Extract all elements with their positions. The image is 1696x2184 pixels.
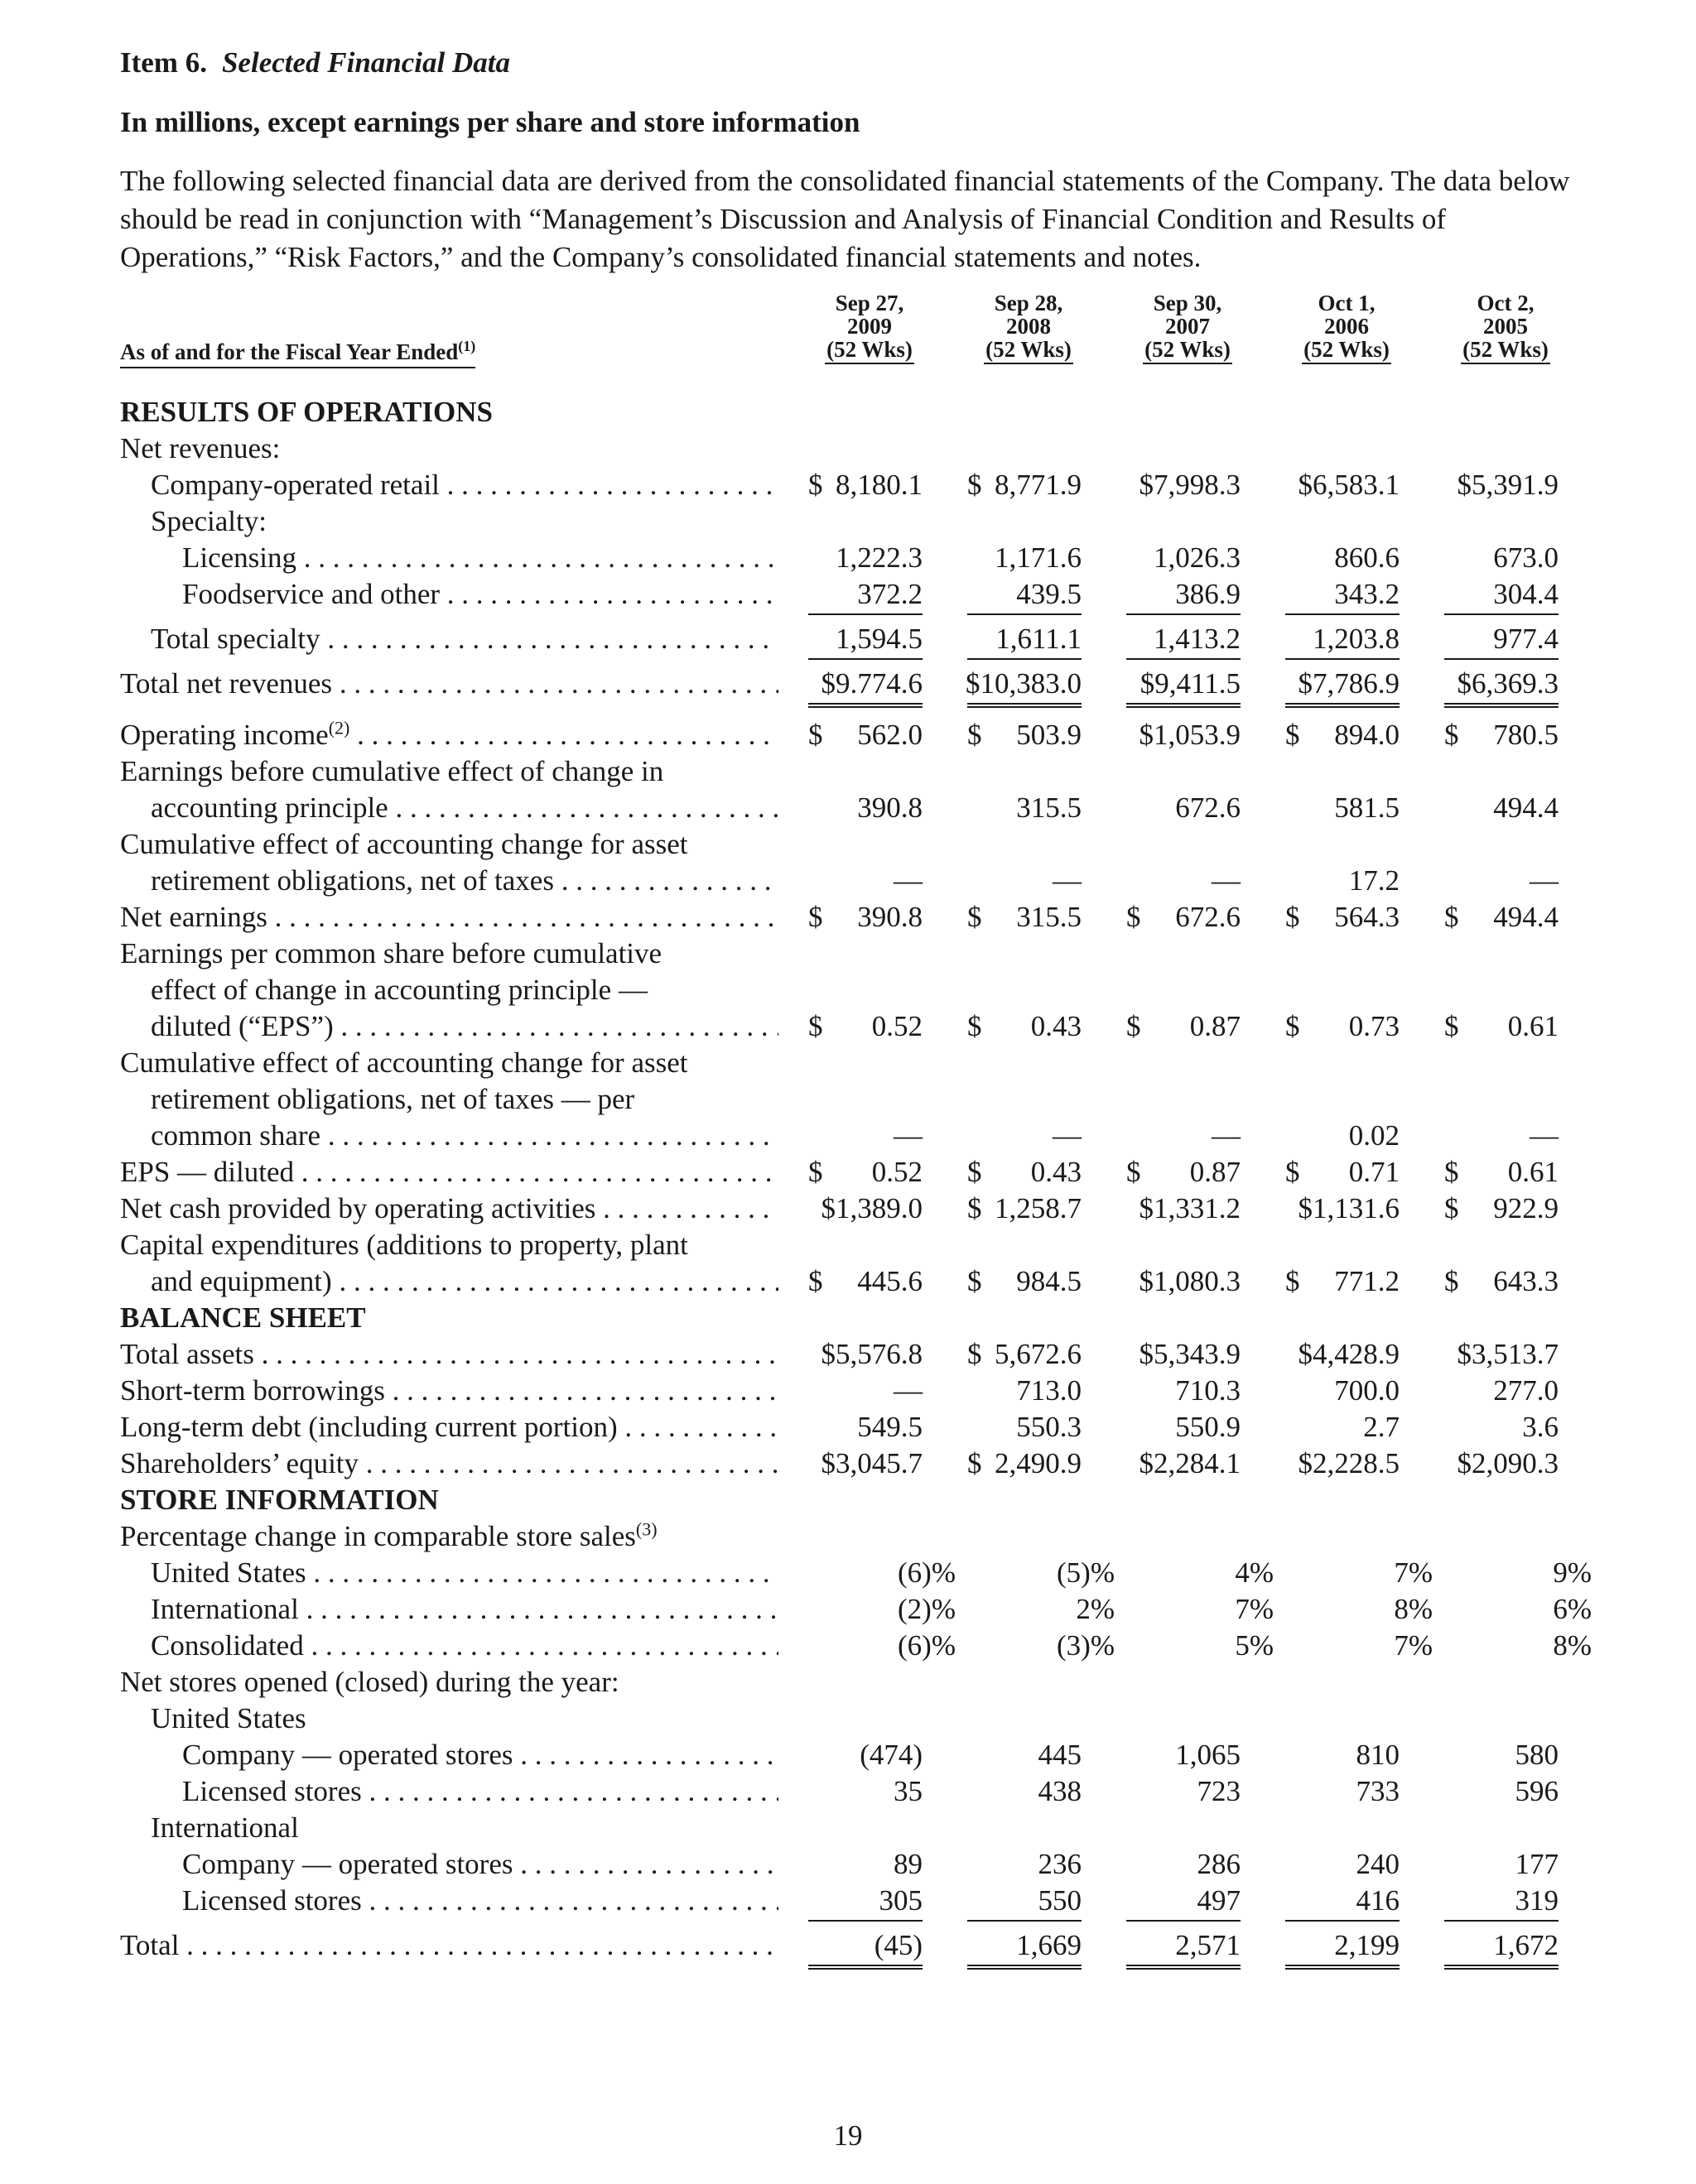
row-label: Company — operated stores . . . bbox=[182, 1848, 778, 1881]
value-cell: $ 0.73 bbox=[1285, 1010, 1400, 1042]
value-cell: 35 bbox=[894, 1775, 923, 1807]
value-cell: 673.0 bbox=[1493, 541, 1559, 574]
item-number: Item 6. bbox=[120, 46, 207, 79]
column-header: Sep 30, 2007 (52 Wks) bbox=[1126, 291, 1249, 364]
row-label: Capital expenditures (additions to property, plant bbox=[120, 1229, 688, 1261]
row-label: EPS — diluted . . . bbox=[120, 1156, 778, 1189]
value-cell: 2.7 bbox=[1363, 1411, 1400, 1443]
value-cell: $ 984.5 bbox=[967, 1265, 1082, 1297]
value-cell: 8% bbox=[1394, 1593, 1433, 1625]
row-label: Licensing . . . bbox=[182, 541, 778, 575]
value-cell: — bbox=[1212, 1119, 1241, 1152]
value-cell: 1,222.3 bbox=[836, 541, 923, 574]
value-cell: $7,786.9 bbox=[1285, 667, 1400, 708]
value-cell: (2)% bbox=[898, 1593, 956, 1625]
table-row bbox=[0, 937, 1696, 973]
row-label: Short-term borrowings . . . bbox=[120, 1374, 778, 1407]
row-label: Licensed stores . . . bbox=[182, 1884, 778, 1917]
value-cell: $ 8,771.9 bbox=[967, 469, 1082, 501]
table-row bbox=[0, 1046, 1696, 1082]
row-label: Net cash provided by operating activities . . . bbox=[120, 1192, 778, 1225]
value-cell: $6,369.3 bbox=[1444, 667, 1559, 708]
table-row bbox=[0, 1848, 1696, 1883]
value-cell: 7% bbox=[1235, 1593, 1274, 1625]
row-label: Earnings before cumulative effect of change in bbox=[120, 755, 664, 787]
value-cell: $ 390.8 bbox=[808, 901, 923, 933]
section-heading bbox=[0, 1301, 1696, 1337]
column-header: Sep 27, 2009 (52 Wks) bbox=[808, 291, 931, 364]
row-label: RESULTS OF OPERATIONS bbox=[120, 396, 493, 428]
value-cell: 445 bbox=[1038, 1739, 1082, 1771]
value-cell: $1,053.9 bbox=[1139, 719, 1241, 751]
value-cell: $5,343.9 bbox=[1139, 1338, 1241, 1370]
value-cell: $2,284.1 bbox=[1139, 1447, 1241, 1479]
value-cell: $10,383.0 bbox=[967, 667, 1082, 708]
table-row bbox=[0, 1666, 1696, 1701]
value-cell: — bbox=[1053, 1119, 1082, 1152]
value-cell: $ 771.2 bbox=[1285, 1265, 1400, 1297]
row-label: United States . . . bbox=[151, 1556, 778, 1590]
value-cell: 713.0 bbox=[1016, 1374, 1082, 1407]
table-row bbox=[0, 1083, 1696, 1118]
table-row bbox=[0, 1593, 1696, 1628]
value-cell: $2,090.3 bbox=[1457, 1447, 1559, 1479]
value-cell: — bbox=[1530, 1119, 1559, 1152]
value-cell: $ 8,180.1 bbox=[808, 469, 923, 501]
row-label: retirement obligations, net of taxes . . . bbox=[151, 864, 778, 897]
value-cell: $ 0.43 bbox=[967, 1010, 1082, 1042]
value-cell: 2% bbox=[1076, 1593, 1115, 1625]
value-cell: 1,026.3 bbox=[1154, 541, 1241, 574]
value-cell: $6,583.1 bbox=[1298, 469, 1400, 501]
value-cell: $ 315.5 bbox=[967, 901, 1082, 933]
value-cell: 89 bbox=[894, 1848, 923, 1880]
table-row bbox=[0, 1156, 1696, 1191]
table-row bbox=[0, 755, 1696, 791]
value-cell: 672.6 bbox=[1175, 791, 1241, 824]
row-label: effect of change in accounting principle — bbox=[151, 974, 648, 1006]
footnote-marker: (2) bbox=[328, 719, 350, 738]
value-cell: — bbox=[1212, 864, 1241, 897]
value-cell: 304.4 bbox=[1444, 578, 1559, 615]
value-cell: 497 bbox=[1126, 1884, 1241, 1922]
table-row bbox=[0, 1447, 1696, 1483]
value-cell: $3,045.7 bbox=[821, 1447, 923, 1479]
row-label: United States bbox=[151, 1702, 306, 1734]
value-cell: (5)% bbox=[1057, 1556, 1115, 1589]
table-row bbox=[0, 541, 1696, 577]
row-label: Specialty: bbox=[151, 505, 267, 537]
row-label: STORE INFORMATION bbox=[120, 1484, 439, 1516]
value-cell: 1,203.8 bbox=[1285, 623, 1400, 660]
row-label: Net earnings . . . bbox=[120, 901, 778, 934]
table-row bbox=[0, 469, 1696, 504]
value-cell: 596 bbox=[1515, 1775, 1559, 1807]
value-cell: $ 894.0 bbox=[1285, 719, 1400, 751]
table-row bbox=[0, 828, 1696, 863]
table-row bbox=[0, 1702, 1696, 1738]
value-cell: 439.5 bbox=[967, 578, 1082, 615]
value-cell: $9.774.6 bbox=[808, 667, 923, 708]
row-label: International bbox=[151, 1811, 299, 1844]
value-cell: $ 672.6 bbox=[1126, 901, 1241, 933]
value-cell: 315.5 bbox=[1016, 791, 1082, 824]
table-row bbox=[0, 623, 1696, 658]
column-header: Oct 1, 2006 (52 Wks) bbox=[1285, 291, 1408, 364]
table-row bbox=[0, 1884, 1696, 1920]
value-cell: 2,199 bbox=[1285, 1929, 1400, 1970]
value-cell: 1,065 bbox=[1175, 1739, 1241, 1771]
value-cell: $ 0.61 bbox=[1444, 1156, 1559, 1188]
value-cell: $ 562.0 bbox=[808, 719, 923, 751]
value-cell: $1,131.6 bbox=[1298, 1192, 1400, 1224]
value-cell: $ 0.43 bbox=[967, 1156, 1082, 1188]
row-label: diluted (“EPS”) . . . bbox=[151, 1010, 778, 1043]
value-cell: 177 bbox=[1515, 1848, 1559, 1880]
value-cell: 550.9 bbox=[1175, 1411, 1241, 1443]
row-label: International . . . bbox=[151, 1593, 778, 1626]
value-cell: $ 5,672.6 bbox=[967, 1338, 1082, 1370]
value-cell: $ 0.87 bbox=[1126, 1156, 1241, 1188]
value-cell: $2,228.5 bbox=[1298, 1447, 1400, 1479]
table-header-label bbox=[120, 338, 475, 368]
value-cell: $3,513.7 bbox=[1457, 1338, 1559, 1370]
value-cell: $ 922.9 bbox=[1444, 1192, 1559, 1224]
row-label: common share . . . bbox=[151, 1119, 778, 1152]
value-cell: $1,389.0 bbox=[821, 1192, 923, 1224]
column-header: Sep 28, 2008 (52 Wks) bbox=[967, 291, 1090, 364]
value-cell: 343.2 bbox=[1285, 578, 1400, 615]
value-cell: 0.02 bbox=[1348, 1119, 1400, 1152]
row-label: accounting principle . . . bbox=[151, 791, 778, 825]
row-label: Cumulative effect of accounting change for asset bbox=[120, 828, 688, 860]
value-cell: 550.3 bbox=[1016, 1411, 1082, 1443]
value-cell: 581.5 bbox=[1334, 791, 1400, 824]
table-row bbox=[0, 1229, 1696, 1264]
value-cell: $5,576.8 bbox=[821, 1338, 923, 1370]
table-row bbox=[0, 1411, 1696, 1446]
table-row bbox=[0, 1265, 1696, 1301]
table-row bbox=[0, 864, 1696, 900]
value-cell: $ 0.52 bbox=[808, 1010, 923, 1042]
value-cell: 305 bbox=[808, 1884, 923, 1922]
value-cell: 810 bbox=[1356, 1739, 1400, 1771]
value-cell: 286 bbox=[1197, 1848, 1241, 1880]
value-cell: (3)% bbox=[1057, 1629, 1115, 1662]
value-cell: 416 bbox=[1285, 1884, 1400, 1922]
value-cell: 580 bbox=[1515, 1739, 1559, 1771]
value-cell: — bbox=[894, 864, 923, 897]
value-cell: — bbox=[1530, 864, 1559, 897]
footnote-marker: (3) bbox=[635, 1518, 658, 1540]
value-cell: (45) bbox=[808, 1929, 923, 1970]
table-row bbox=[0, 1739, 1696, 1774]
table-row bbox=[0, 1775, 1696, 1811]
value-cell: $ 0.87 bbox=[1126, 1010, 1241, 1042]
value-cell: 550 bbox=[967, 1884, 1082, 1922]
value-cell: $1,331.2 bbox=[1139, 1192, 1241, 1224]
value-cell: 240 bbox=[1356, 1848, 1400, 1880]
row-label: Total specialty . . . bbox=[151, 623, 778, 656]
value-cell: 710.3 bbox=[1175, 1374, 1241, 1407]
row-label: BALANCE SHEET bbox=[120, 1301, 366, 1334]
intro-paragraph: The following selected financial data are derived from the consolidated financial statements of the Company. The data below should be read in conjunction with “Management’s Discussion and Analysis of Financial Condition and Results of Operations,” “Risk Factors,” and the Company’s consolidated financial statements and notes. bbox=[120, 165, 1570, 273]
value-cell: 319 bbox=[1444, 1884, 1559, 1922]
row-label: retirement obligations, net of taxes — per bbox=[151, 1083, 635, 1115]
value-cell: 977.4 bbox=[1444, 623, 1559, 660]
value-cell: 1,672 bbox=[1444, 1929, 1559, 1970]
row-label: Foodservice and other . . . bbox=[182, 578, 778, 611]
value-cell: 733 bbox=[1356, 1775, 1400, 1807]
row-label: Long-term debt (including current portion) . . . bbox=[120, 1411, 778, 1444]
value-cell: 1,171.6 bbox=[995, 541, 1082, 574]
value-cell: — bbox=[1053, 864, 1082, 897]
value-cell: (6)% bbox=[898, 1629, 956, 1662]
table-header-label-text: As of and for the Fiscal Year Ended bbox=[120, 339, 459, 364]
page-number: 19 bbox=[833, 2119, 863, 2152]
row-label: Consolidated . . . bbox=[151, 1629, 778, 1662]
row-label: and equipment) . . . bbox=[151, 1265, 778, 1298]
value-cell: $ 445.6 bbox=[808, 1265, 923, 1297]
value-cell: $ 780.5 bbox=[1444, 719, 1559, 751]
row-label: Total assets . . . bbox=[120, 1338, 778, 1371]
value-cell: 700.0 bbox=[1334, 1374, 1400, 1407]
row-label: Company-operated retail . . . bbox=[151, 469, 778, 502]
table-row bbox=[0, 901, 1696, 936]
table-row bbox=[0, 1010, 1696, 1046]
value-cell: $ 1,258.7 bbox=[967, 1192, 1082, 1224]
value-cell: $ 564.3 bbox=[1285, 901, 1400, 933]
row-label: Earnings per common share before cumulative bbox=[120, 937, 662, 969]
value-cell: $ 0.61 bbox=[1444, 1010, 1559, 1042]
value-cell: $ 643.3 bbox=[1444, 1265, 1559, 1297]
table-row bbox=[0, 1192, 1696, 1228]
value-cell: 277.0 bbox=[1493, 1374, 1559, 1407]
value-cell: $5,391.9 bbox=[1457, 469, 1559, 501]
value-cell: $7,998.3 bbox=[1139, 469, 1241, 501]
table-row bbox=[0, 719, 1696, 754]
item-title: Selected Financial Data bbox=[221, 46, 511, 79]
row-label: Percentage change in comparable store sales$^{(3)}$ bbox=[120, 1518, 658, 1552]
table-row bbox=[0, 1520, 1696, 1556]
value-cell: 5% bbox=[1235, 1629, 1274, 1662]
table-row bbox=[0, 578, 1696, 613]
value-cell: 386.9 bbox=[1126, 578, 1241, 615]
section-heading bbox=[0, 396, 1696, 431]
value-cell: 9% bbox=[1553, 1556, 1592, 1589]
value-cell: 1,669 bbox=[967, 1929, 1082, 1970]
table-row bbox=[0, 791, 1696, 827]
value-cell: 723 bbox=[1197, 1775, 1241, 1807]
value-cell: 3.6 bbox=[1522, 1411, 1559, 1443]
row-label: Net stores opened (closed) during the year: bbox=[120, 1666, 619, 1698]
value-cell: $ 0.52 bbox=[808, 1156, 923, 1188]
value-cell: 17.2 bbox=[1348, 864, 1400, 897]
value-cell: 2,571 bbox=[1126, 1929, 1241, 1970]
table-row bbox=[0, 1338, 1696, 1373]
value-cell: 549.5 bbox=[857, 1411, 923, 1443]
value-cell: 390.8 bbox=[857, 791, 923, 824]
value-cell: 4% bbox=[1235, 1556, 1274, 1589]
value-cell: 494.4 bbox=[1493, 791, 1559, 824]
table-row bbox=[0, 505, 1696, 541]
value-cell: 8% bbox=[1553, 1629, 1592, 1662]
value-cell: $9,411.5 bbox=[1126, 667, 1241, 708]
table-row bbox=[0, 432, 1696, 468]
table-row bbox=[0, 1119, 1696, 1155]
row-label: Cumulative effect of accounting change for asset bbox=[120, 1046, 688, 1079]
value-cell: 438 bbox=[1038, 1775, 1082, 1807]
value-cell: — bbox=[894, 1119, 923, 1152]
subheading: In millions, except earnings per share and store information bbox=[120, 106, 860, 138]
table-row bbox=[0, 974, 1696, 1009]
value-cell: 7% bbox=[1394, 1556, 1433, 1589]
value-cell: 6% bbox=[1553, 1593, 1592, 1625]
row-label: Shareholders’ equity . . . bbox=[120, 1447, 778, 1480]
value-cell: $ 0.71 bbox=[1285, 1156, 1400, 1188]
value-cell: 7% bbox=[1394, 1629, 1433, 1662]
value-cell: $1,080.3 bbox=[1139, 1265, 1241, 1297]
table-row bbox=[0, 1556, 1696, 1592]
value-cell: 860.6 bbox=[1334, 541, 1400, 574]
value-cell: $ 2,490.9 bbox=[967, 1447, 1082, 1479]
value-cell: 1,594.5 bbox=[808, 623, 923, 660]
footnote-marker: (1) bbox=[458, 338, 476, 354]
value-cell: (474) bbox=[860, 1739, 923, 1771]
value-cell: 1,413.2 bbox=[1126, 623, 1241, 660]
value-cell: 1,611.1 bbox=[967, 623, 1082, 660]
value-cell: — bbox=[894, 1374, 923, 1407]
value-cell: (6)% bbox=[898, 1556, 956, 1589]
table-row bbox=[0, 1811, 1696, 1847]
value-cell: 372.2 bbox=[808, 578, 923, 615]
row-label: Total net revenues . . . bbox=[120, 667, 778, 700]
value-cell: $4,428.9 bbox=[1298, 1338, 1400, 1370]
table-row bbox=[0, 1374, 1696, 1410]
row-label: Licensed stores . . . bbox=[182, 1775, 778, 1808]
table-row bbox=[0, 1929, 1696, 1965]
table-row bbox=[0, 1629, 1696, 1665]
value-cell: $ 494.4 bbox=[1444, 901, 1559, 933]
table-row bbox=[0, 667, 1696, 703]
value-cell: 236 bbox=[1038, 1848, 1082, 1880]
item-heading bbox=[120, 46, 510, 79]
value-cell: $ 503.9 bbox=[967, 719, 1082, 751]
row-label: Company — operated stores . . . bbox=[182, 1739, 778, 1772]
row-label: Net revenues: bbox=[120, 432, 281, 464]
column-header: Oct 2, 2005 (52 Wks) bbox=[1444, 291, 1567, 364]
section-heading bbox=[0, 1484, 1696, 1519]
row-label: Operating income$^{(2)}$ . . . bbox=[120, 719, 778, 752]
row-label: Total . . . bbox=[120, 1929, 778, 1962]
